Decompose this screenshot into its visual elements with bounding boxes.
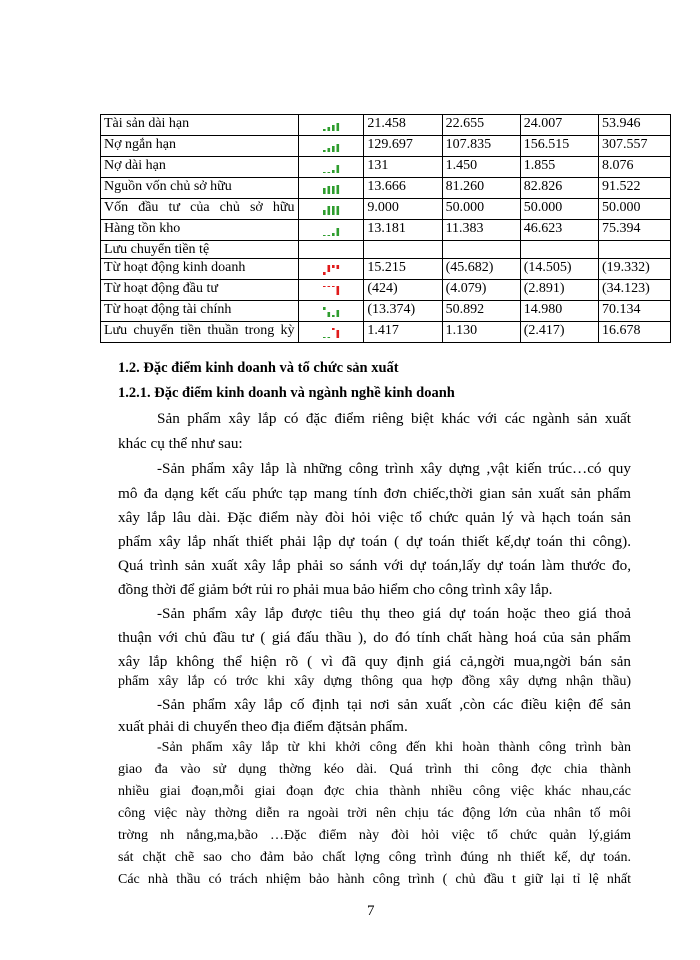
value-cell: 81.260 — [442, 178, 520, 199]
text-line: khác cụ thể như sau: — [118, 435, 243, 452]
value-cell: 307.557 — [598, 136, 670, 157]
text-line: sát chặt chẽ sao cho đảm bảo chất lợng công trình đúng nh thiết kế, dự toán. — [118, 850, 631, 865]
table-row — [101, 178, 671, 199]
text-line: thuận với chủ đầu tư ( giá đấu thầu ), do đó tính chất hàng hoá của sản phẩm — [118, 629, 631, 646]
row-label: Từ hoạt động kinh doanh — [101, 259, 299, 280]
value-cell: (2.891) — [520, 280, 598, 301]
value-cell: 15.215 — [364, 259, 442, 280]
icon-bars-rising-4 — [298, 115, 364, 136]
text-line: Các nhà thầu có trách nhiệm bảo hành công trình ( chủ đầu t giữ lại tỉ lệ nhất — [118, 872, 631, 887]
page-number: 7 — [367, 903, 375, 919]
value-cell: 11.383 — [442, 220, 520, 241]
table-row — [101, 199, 671, 220]
text-line: Quá trình sản xuất xây lắp phải so sánh với dự toán,lấy dự toán làm thước đo, — [118, 557, 631, 574]
icon-bars-negative — [298, 280, 364, 301]
value-cell: 53.946 — [598, 115, 670, 136]
text-line: -Sản phẩm xây lắp là những công trình xây dựng ,vật kiến trúc…có quy — [157, 460, 631, 477]
value-cell: 24.007 — [520, 115, 598, 136]
row-label: Từ hoạt động tài chính — [101, 301, 299, 322]
empty-chart-cell — [298, 241, 364, 259]
table-row — [101, 301, 671, 322]
table-row — [101, 220, 671, 241]
table-row — [101, 241, 671, 259]
text-line: Sản phẩm xây lắp có đặc điểm riêng biệt khác với các ngành sản xuất — [157, 410, 631, 427]
value-cell: 46.623 — [520, 220, 598, 241]
row-label: Nợ ngắn hạn — [101, 136, 299, 157]
icon-bars-mixed — [298, 301, 364, 322]
icon-bars-rising-4 — [298, 136, 364, 157]
icon-bars-full-3 — [298, 199, 364, 220]
text-line: -Sản phẩm xây lắp từ khi khởi công đến khi hoàn thành công trình bàn — [157, 740, 631, 755]
value-cell — [442, 241, 520, 259]
value-cell: 50.000 — [598, 199, 670, 220]
value-cell — [598, 241, 670, 259]
value-cell: 82.826 — [520, 178, 598, 199]
value-cell — [364, 241, 442, 259]
value-cell: 16.678 — [598, 322, 670, 343]
table-row — [101, 136, 671, 157]
text-line: -Sản phẩm xây lắp cố định tại nơi sản xuất ,còn các điều kiện để sản — [157, 696, 631, 713]
row-label: Nợ dài hạn — [101, 157, 299, 178]
text-line: phẩm xây lắp nhất thiết phải lập dự toán ( dự toán thiết kế,dự toán thi công). — [118, 533, 631, 550]
value-cell: 8.076 — [598, 157, 670, 178]
text-line: -Sản phẩm xây lắp được tiêu thụ theo giá dự toán hoặc theo giá thoả — [157, 605, 631, 622]
text-line: xây lắp lâu dài. Đặc điểm này đòi hỏi việc tổ chức quản lý và hạch toán sản — [118, 509, 631, 526]
text-line: giao đa vào sử dụng thờng kéo dài. Quá trình thi công đợc chia thành — [118, 762, 631, 777]
row-label: Tài sản dài hạn — [101, 115, 299, 136]
value-cell: 9.000 — [364, 199, 442, 220]
value-cell: 107.835 — [442, 136, 520, 157]
value-cell: 70.134 — [598, 301, 670, 322]
row-label: Từ hoạt động đầu tư — [101, 280, 299, 301]
value-cell: 75.394 — [598, 220, 670, 241]
text-line: công việc này thờng diễn ra ngoài trời nên chịu tác động lớn của nhân tố môi — [118, 806, 631, 821]
text-line: phẩm xây lắp có trớc khi xây dựng thông qua hợp đồng xây dựng nhận thầu) — [118, 674, 631, 689]
table-row — [101, 259, 671, 280]
value-cell: 91.522 — [598, 178, 670, 199]
value-cell: 131 — [364, 157, 442, 178]
value-cell: 21.458 — [364, 115, 442, 136]
value-cell: (4.079) — [442, 280, 520, 301]
value-cell: 129.697 — [364, 136, 442, 157]
value-cell: (45.682) — [442, 259, 520, 280]
value-cell: 14.980 — [520, 301, 598, 322]
value-cell: 1.450 — [442, 157, 520, 178]
value-cell: 50.000 — [520, 199, 598, 220]
row-label: Nguồn vốn chủ sở hữu — [101, 178, 299, 199]
value-cell: (2.417) — [520, 322, 598, 343]
icon-bars-rising-sparse — [298, 220, 364, 241]
value-cell: (19.332) — [598, 259, 670, 280]
icon-bars-mixed-small — [298, 322, 364, 343]
value-cell: 1.417 — [364, 322, 442, 343]
row-label: Lưu chuyển tiền thuần trong kỳ — [101, 322, 299, 343]
icon-bars-rising-sparse — [298, 157, 364, 178]
financial-table — [100, 114, 671, 343]
text-line: xuất phải di chuyển theo địa điểm đặtsản phẩm. — [118, 718, 408, 735]
subsection-heading: 1.2.1. Đặc điểm kinh doanh và ngành nghề kinh doanh — [118, 385, 455, 401]
row-label: Lưu chuyển tiền tệ — [101, 241, 299, 259]
value-cell — [520, 241, 598, 259]
row-label: Vốn đầu tư của chủ sở hữu — [101, 199, 299, 220]
value-cell: 50.892 — [442, 301, 520, 322]
text-line: nhiều giai đoạn,mỗi giai đoạn đợc chia thành nhiều công việc khác nhau,các — [118, 784, 631, 799]
text-line: trờng nh nắng,ma,bão …Đặc điểm này đòi hỏi việc tổ chức quản lý,giám — [118, 828, 631, 843]
value-cell: (14.505) — [520, 259, 598, 280]
table-row — [101, 115, 671, 136]
icon-bars-negative-mixed — [298, 259, 364, 280]
value-cell: 50.000 — [442, 199, 520, 220]
text-line: mô đa dạng kết cấu phức tạp mang tính đơn chiếc,thời gian sản xuất sản phẩm — [118, 485, 631, 502]
table-row — [101, 157, 671, 178]
value-cell: (424) — [364, 280, 442, 301]
value-cell: (13.374) — [364, 301, 442, 322]
value-cell: 13.666 — [364, 178, 442, 199]
table-row — [101, 322, 671, 343]
value-cell: (34.123) — [598, 280, 670, 301]
value-cell: 156.515 — [520, 136, 598, 157]
section-heading: 1.2. Đặc điểm kinh doanh và tổ chức sản xuất — [118, 360, 399, 376]
row-label: Hàng tồn kho — [101, 220, 299, 241]
value-cell: 22.655 — [442, 115, 520, 136]
table-row — [101, 280, 671, 301]
value-cell: 1.130 — [442, 322, 520, 343]
text-line: đồng thời để giảm bớt rủi ro phải mua bảo hiểm cho công trình xây lắp. — [118, 581, 553, 598]
value-cell: 1.855 — [520, 157, 598, 178]
icon-bars-full-4 — [298, 178, 364, 199]
value-cell: 13.181 — [364, 220, 442, 241]
text-line: xây lắp không thể hiện rõ ( vì đã quy định giá cả,ngời mua,ngời bán sản — [118, 653, 631, 670]
